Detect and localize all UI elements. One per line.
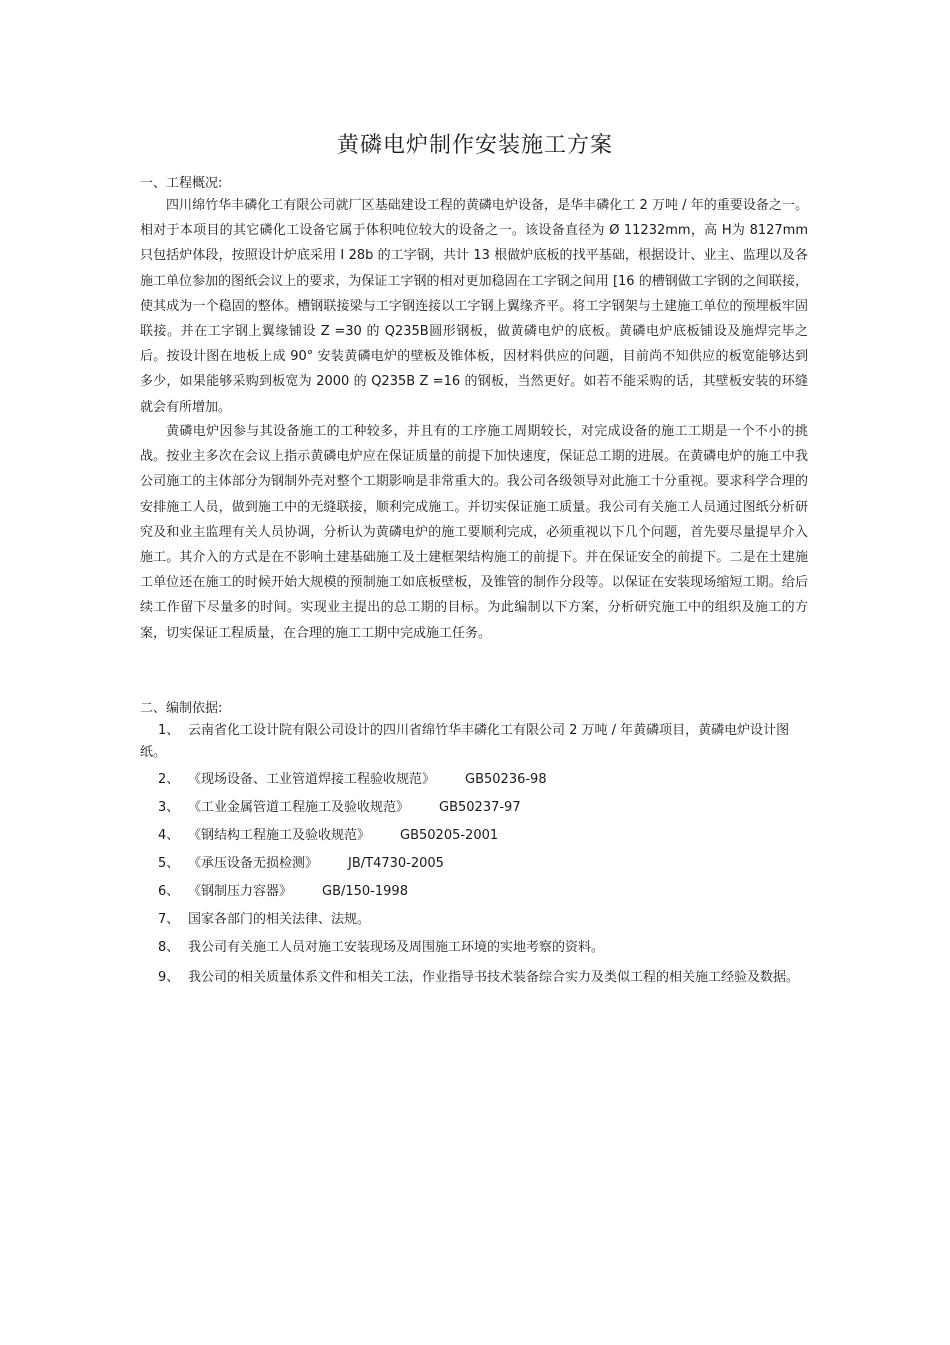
reference-number: 7、 xyxy=(158,912,180,927)
reference-item xyxy=(140,881,808,903)
reference-number: 5、 xyxy=(158,856,180,871)
section2-heading: 二、编制依据: xyxy=(140,701,223,716)
reference-item xyxy=(140,853,808,875)
reference-item xyxy=(140,797,808,819)
reference-text: 我公司的相关质量体系文件和相关工法，作业指导书技术装备综合实力及类似工程的相关施工经验及数据。 xyxy=(188,970,800,985)
reference-item xyxy=(140,769,808,791)
reference-number: 2、 xyxy=(158,772,180,787)
reference-text: 《钢结构工程施工及验收规范》 xyxy=(188,828,371,843)
reference-text: 国家各部门的相关法律、法规。 xyxy=(188,912,371,927)
reference-standard: GB50205-2001 xyxy=(400,828,499,843)
reference-text: 云南省化工设计院有限公司设计的四川省绵竹华丰磷化工有限公司 2 万吨 / 年黄磷项目，黄磷电炉设计图纸。 xyxy=(140,723,790,760)
reference-item xyxy=(140,967,808,989)
section1-paragraph-2: 黄磷电炉因参与其设备施工的工种较多，并且有的工序施工周期较长，对完成设备的施工工期是一个不小的挑战。按业主多次在会议上指示黄磷电炉应在保证质量的前提下加快速度，保证总工期的进展。在黄磷电炉的施工中我公司施工的主体部分为钢制外壳对整个工期影响是非常重大的。我公司各级领导对此施工十分重视。要求科学合理的安排施工人员，做到施工中的无缝联接，顺利完成施工。并切实保证施工质量。我公司有关施工人员通过图纸分析研究及和业主监理有关人员协调，分析认为黄磷电炉的施工要顺利完成，必须重视以下几个问题，首先要尽量提早介入施工。其介入的方式是在不影响土建基础施工及土建框架结构施工的前提下。并在保证安全的前提下。二是在土建施工单位还在施工的时候开始大规模的预制施工如底板壁板，及锥管的制作分段等。以保证在安装现场缩短工期。给后续工作留下尽量多的时间。实现业主提出的总工期的目标。为此编制以下方案，分析研究施工中的组织及施工的方案，切实保证工程质量，在合理的施工工期中完成施工任务。 xyxy=(140,424,808,641)
reference-number: 9、 xyxy=(158,970,180,985)
reference-text: 《承压设备无损检测》 xyxy=(188,856,319,871)
page-title: 黄磷电炉制作安装施工方案 xyxy=(336,133,613,158)
reference-item xyxy=(140,825,808,847)
reference-standard: GB50237-97 xyxy=(439,800,521,815)
reference-number: 4、 xyxy=(158,828,180,843)
section1-paragraph-1: 四川绵竹华丰磷化工有限公司就厂区基础建设工程的黄磷电炉设备，是华丰磷化工 2 万吨 / 年的重要设备之一。相对于本项目的其它磷化工设备它属于体积吨位较大的设备之一。该设备直径为 Ø 11232mm，高 H为 8127mm只包括炉体段，按照设计炉底采用 Ⅰ 28b 的工字钢，共计 13 根做炉底板的找平基础，根据设计、业主、监理以及各施工单位参加的图纸会议上的要求，为保证工字钢的相对更加稳固在工字钢之间用 [16 的槽钢做工字钢的之间联接，使其成为一个稳固的整体。槽钢联接梁与工字钢连接以工字钢上翼缘齐平。将工字钢架与土建施工单位的预埋板牢固联接。并在工字钢上翼缘铺设 Z =30 的 Q235B圆形钢板，做黄磷电炉的底板。黄磷电炉底板铺设及施焊完毕之后。按设计图在地板上成 90° 安装黄磷电炉的壁板及锥体板，因材料供应的问题，目前尚不知供应的板宽能够达到多少，如果能够采购到板宽为 2000 的 Q235B Z =16 的钢板，当然更好。如若不能采购的话，其壁板安装的环缝就会有所增加。 xyxy=(140,198,808,415)
reference-standard: GB/150-1998 xyxy=(322,884,408,899)
reference-item xyxy=(140,720,808,764)
reference-standard: GB50236-98 xyxy=(465,772,547,787)
reference-standard: JB/T4730-2005 xyxy=(348,856,444,871)
reference-number: 3、 xyxy=(158,800,180,815)
reference-number: 6、 xyxy=(158,884,180,899)
reference-item xyxy=(140,909,808,931)
section1-heading: 一、工程概况: xyxy=(140,176,223,191)
reference-text: 《工业金属管道工程施工及验收规范》 xyxy=(188,800,410,815)
reference-number: 8、 xyxy=(158,940,180,955)
reference-text: 《钢制压力容器》 xyxy=(188,884,293,899)
reference-item xyxy=(140,937,808,959)
reference-text: 《现场设备、工业管道焊接工程验收规范》 xyxy=(188,772,436,787)
reference-number: 1、 xyxy=(158,723,180,738)
reference-text: 我公司有关施工人员对施工安装现场及周围施工环境的实地考察的资料。 xyxy=(188,940,605,955)
